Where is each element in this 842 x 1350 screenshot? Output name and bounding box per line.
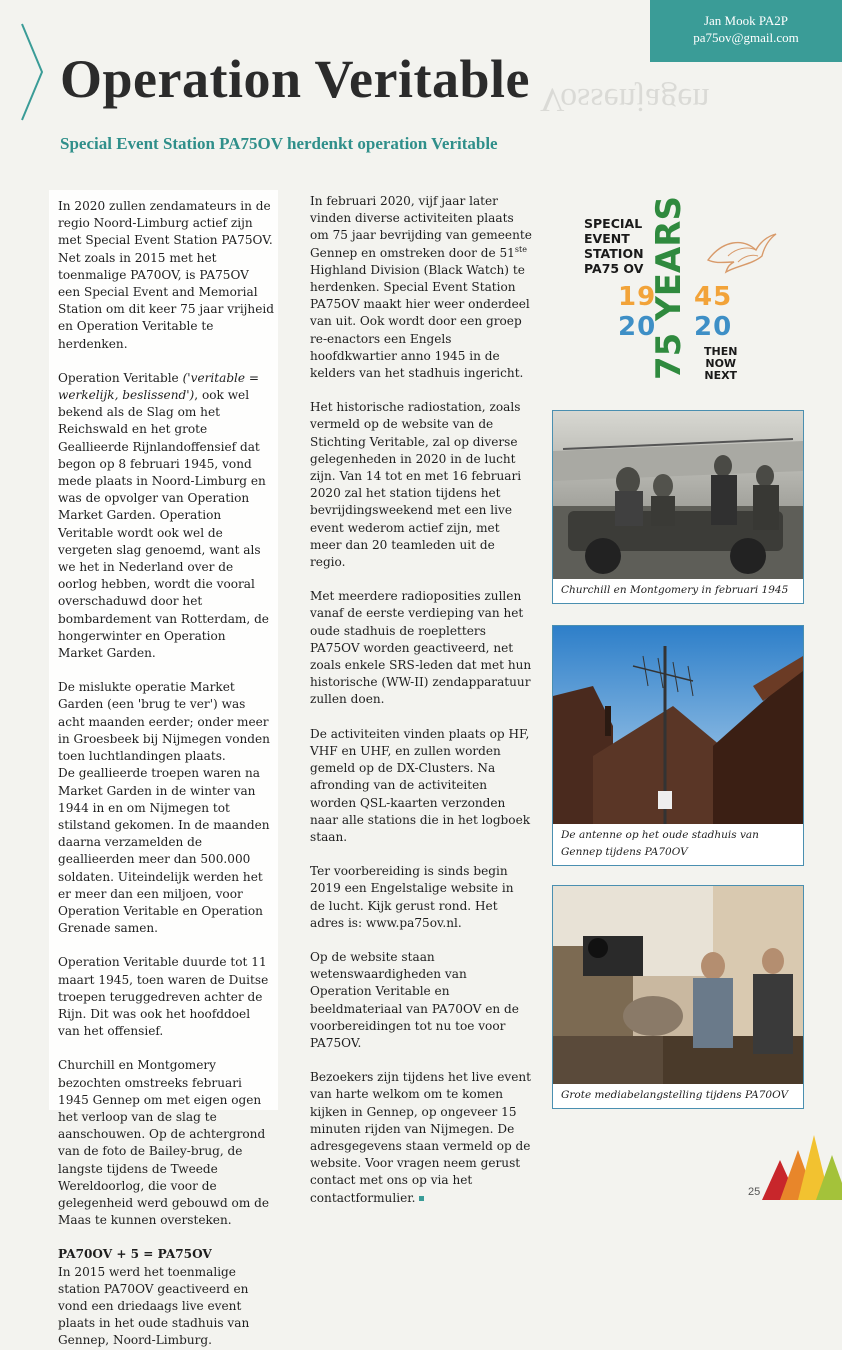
text-column-2	[310, 193, 532, 1224]
photo-media	[552, 885, 804, 1109]
paragraph-text: , ook wel bekend als de Slag om het Reichswald en het grote Geallieerde Rijnlandoffensief dat begon op 8 februari 1945, vond mede plaats in Noord-Limburg en was de opvolger van Operation Market Garden. Operation Veritable wordt ook wel de vergeten slag genoemd, want als we het in Nederland over de oorlog hebben, wordt die vooral overschaduwd door het bombardement van Rotterdam, de hongerwinter en Operation Market Garden.	[58, 388, 269, 661]
paragraph: Churchill en Montgomery bezochten omstreeks februari 1945 Gennep om met eigen ogen het verloop van de slag te aanschouwen. Op de achtergrond van de foto de Bailey-brug, de langste tijdens de Tweede Wereldoorlog, die voor de gelegenheid werd gebouwd om de Maas te kunnen oversteken.	[58, 1058, 270, 1228]
paragraph: Op de website staan wetenswaardigheden van Operation Veritable en beeldmateriaal van PA70OV en de voorbereidingen tot nu toe voor PA75OV.	[310, 949, 519, 1050]
paragraph	[58, 370, 274, 662]
author-name: Jan Mook PA2P	[703, 13, 789, 28]
paragraph-text: Highland Division (Black Watch) te herdenken. Special Event Station PA75OV maakt hier weer onderdeel van uit. Ook wordt door een groep re-enactors een Engels hoofdkwartier anno 1945 in de kelders van het stadhuis ingericht.	[310, 262, 530, 381]
chevron-icon	[18, 22, 46, 122]
logo-tagline-word: NOW	[705, 357, 737, 370]
logo-year: 19	[618, 282, 657, 312]
logo-tagline-word: THEN	[704, 345, 738, 358]
paragraph: In 2020 zullen zendamateurs in de regio Noord-Limburg actief zijn met Special Event Station PA75OV. Net zoals in 2015 met het toenmalige PA70OV, is PA75OV een Special Event and Memorial Station om dit keer 75 jaar vrijheid en Operation Veritable te herdenken.	[58, 199, 274, 351]
photo-caption: Churchill en Montgomery in februari 1945	[553, 579, 803, 603]
media-photo-image	[553, 886, 803, 1084]
article-subtitle: Special Event Station PA75OV herdenkt operation Veritable	[60, 134, 498, 153]
photo-caption: De antenne op het oude stadhuis van Gennep tijdens PA70OV	[553, 824, 803, 865]
antenna-photo-image	[553, 626, 803, 824]
bleed-through-block	[545, 215, 585, 365]
paragraph: Met meerdere radioposities zullen vanaf de eerste verdieping van het oude stadhuis de roepletters PA75OV worden geactiveerd, net zoals enkele SRS-leden dat met hun historische (WW-II) zendapparatuur zullen doen.	[310, 589, 532, 707]
paragraph-text: Bezoekers zijn tijdens het live event van harte welkom om te komen kijken in Gennep, op ongeveer 15 minuten rijden van Nijmegen. De adresgegevens staan vermeld op de website. Voor vragen neem gerust contact met ons op via het contactformulier.	[310, 1070, 532, 1205]
logo-line: EVENT	[584, 231, 630, 246]
logo-line: STATION	[584, 246, 644, 261]
pa75ov-logo	[580, 196, 780, 390]
paragraph: Operation Veritable duurde tot 11 maart 1945, toen waren de Duitse troepen teruggedreven achter de Rijn. Dit was ook het hoofddoel van het offensief.	[58, 955, 269, 1039]
paragraph: De activiteiten vinden plaats op HF, VHF en UHF, en zullen worden gemeld op de DX-Clusters. Na afronding van de activiteiten worden QSL-kaarten verzonden naar alle stations die in het logboek staan.	[310, 726, 531, 844]
author-email[interactable]: pa75ov@gmail.com	[693, 30, 799, 45]
article-title: Operation Veritable	[60, 49, 530, 109]
paragraph-italic: ('veritable = werkelijk, beslissend')	[58, 370, 260, 403]
logo-years-text: 75 YEARS	[649, 196, 689, 380]
photo-caption: Grote mediabelangstelling tijdens PA70OV	[553, 1084, 803, 1108]
paragraph-text: Operation Veritable	[58, 370, 183, 385]
bleed-through-text: Vossenjagen	[540, 81, 710, 118]
paragraph	[310, 193, 532, 382]
page-number: 25	[748, 1186, 761, 1198]
photo-antenna	[552, 625, 804, 866]
churchill-photo-image	[553, 411, 803, 579]
logo-year: 45	[694, 282, 733, 312]
logo-year: 20	[618, 312, 657, 342]
paragraph: In 2015 werd het toenmalige station PA70OV geactiveerd en vond een driedaags live event plaats in het oude stadhuis van Gennep, Noord-Limburg.	[58, 1264, 250, 1348]
decorative-triangles-icon	[762, 1135, 842, 1200]
paragraph: Ter voorbereiding is sinds begin 2019 een Engelstalige website in de lucht. Kijk gerust rond. Het adres is: www.pa75ov.nl.	[310, 864, 514, 930]
logo-tagline	[704, 346, 737, 382]
end-mark-icon	[419, 1196, 424, 1201]
logo-tagline-word: NEXT	[704, 369, 738, 382]
section-subheading: PA70OV + 5 = PA75OV	[58, 1247, 212, 1262]
superscript: ste	[514, 244, 527, 254]
logo-station-text	[584, 216, 644, 276]
logo-line: SPECIAL	[584, 216, 643, 231]
photo-churchill	[552, 410, 804, 604]
logo-line: PA75 OV	[584, 261, 644, 276]
text-column-1	[49, 190, 278, 1348]
paragraph: De mislukte operatie Market Garden (een 'brug te ver') was acht maanden eerder; onder meer in Groesbeek bij Nijmegen vonden toen luchtlandingen plaats.	[58, 680, 270, 764]
paragraph: Het historische radiostation, zoals vermeld op de website van de Stichting Veritable, zal op diverse gelegenheden in 2020 in de lucht zijn. Van 14 tot en met 16 februari 2020 zal het station tijdens het bevrijdingsweekend met een live event wederom actief zijn, met meer dan 20 teamleden uit de regio.	[310, 400, 522, 570]
paragraph-text: In februari 2020, vijf jaar later vinden diverse activiteiten plaats om 75 jaar bevrijding van gemeente Gennep en omstreken door de 51	[310, 194, 532, 260]
dove-icon	[698, 220, 778, 280]
author-box	[650, 0, 842, 62]
logo-year: 20	[694, 312, 733, 342]
paragraph: De geallieerde troepen waren na Market Garden in de winter van 1944 in en om Nijmegen tot stilstand gekomen. In de maanden daarna verzamelden de geallieerden meer dan 500.000 soldaten. Uiteindelijk werden het er meer dan een miljoen, voor Operation Veritable en Operation Grenade samen.	[58, 766, 270, 936]
paragraph	[310, 1069, 532, 1207]
